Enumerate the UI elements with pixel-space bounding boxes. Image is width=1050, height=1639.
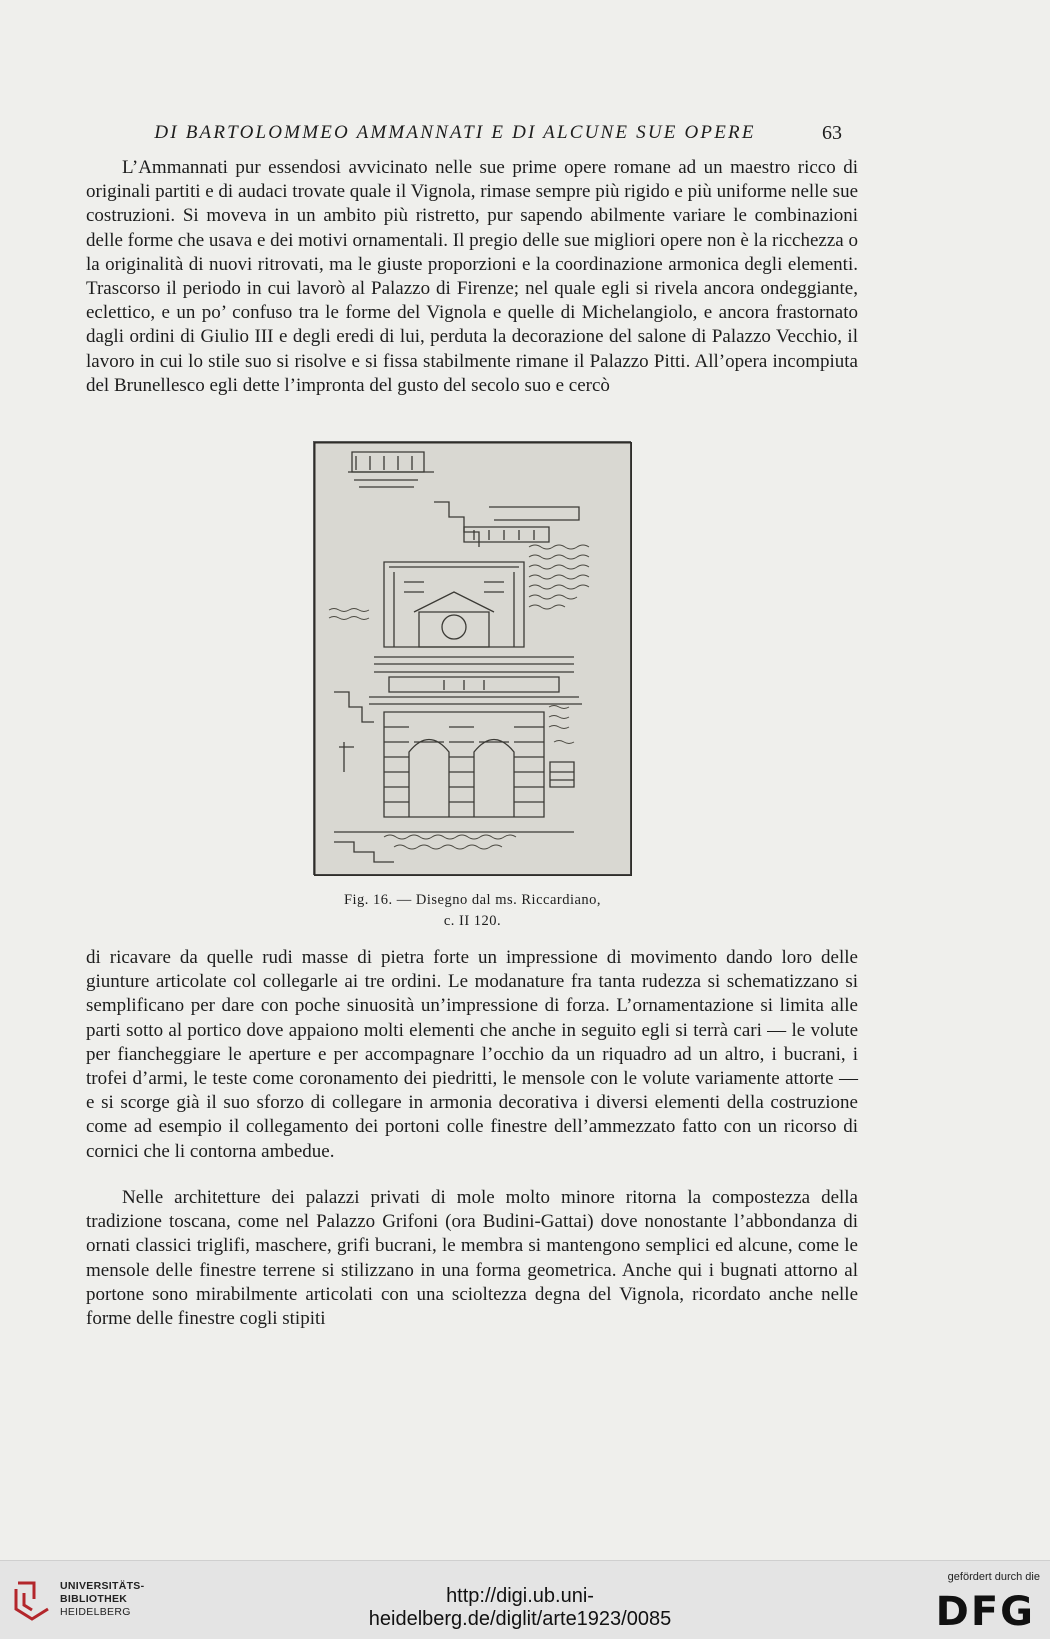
dfg-logo: DFG bbox=[935, 1589, 1035, 1635]
caption-line-1: Fig. 16. — Disegno dal ms. Riccardiano, bbox=[343, 892, 602, 908]
page-number: 63 bbox=[822, 122, 842, 144]
facade-sketch-image bbox=[314, 442, 632, 876]
paragraph-2: di ricavare da quelle rudi masse di pietra forte un impressione di movimento dando loro delle giunture articolate col collegarle ai tre ordini. Le modanature fra tanta rudezza si schematizzano si semplificano per dare con poche sinuosità un’impressione di forza. L’ornamentazione si limita alle parti sotto al portico dove appaiono molti elementi che anche in seguito egli si terrà cari — le volute per fiancheggiare le aperture e per accompagnare l’occhio da un riquadro ad un altro, i bucrani, i trofei d’armi, le teste come coronamento dei piedritti, le mensole con le volute variamente attorte — e si scorge già il suo sforzo di collegare in armonia decorativa i diversi elementi della costruzione come ad esempio il collegamento dei portoni colle finestre dell’ammezzato fatto con un ricorso di cornici che li contorna ambedue. bbox=[86, 947, 858, 1162]
funding-note: gefördert durch die bbox=[947, 1571, 1040, 1583]
paragraph-1: L’Ammannati pur essendosi avvicinato nelle sue prime opere romane ad un maestro ricco di originali partiti e di audaci trovate quale il Vignola, rimase sempre più rigido e più uniforme nelle sue costruzioni. Si moveva in un ambito più ristretto, pur sapendo abilmente variare le combinazioni delle forme che usava e dei motivi ornamentali. Il pregio delle sue migliori opere non è la ricchezza o la originalità di nuovi ritrovati, ma le giuste proporzioni e la coordinazione armonica degli elementi. Trascorso il periodo in cui lavorò al Palazzo di Firenze; nel quale egli si rivela ancora ondeggiante, eclettico, e un po’ confuso tra le forme del Vignola e quelle di Michelangiolo, e ancora frastornato dagli ordini di Giulio III e degli eredi di lui, perduta la decorazione del salone di Palazzo Vecchio, il lavoro in cui lo stile suo si risolve e si fissa stabilmente rimane il Palazzo Pitti. All’opera incompiuta del Brunellesco egli dette l’impronta del gusto del secolo suo e cercò bbox=[86, 157, 859, 396]
library-name-line-3: HEIDELBERG bbox=[60, 1606, 131, 1618]
library-name-line-1: UNIVERSITÄTS- bbox=[60, 1580, 145, 1592]
university-library-logo-icon bbox=[12, 1575, 52, 1625]
architectural-drawing-figure bbox=[313, 441, 631, 875]
paragraph-3: Nelle architetture dei palazzi privati di mole molto minore ritorna la compostezza della tradizione toscana, come nel Palazzo Grifoni (ora Budini-Gattai) dove nonostante l’abbondanza di ornati classici triglifi, maschere, grifi bucrani, le membra si mantengono semplici ed alcune, come le mensole delle finestre terrene si stilizzano in una forma geometrica. Anche qui i bugnati attorno al portone sono mirabilmente articolati con una scioltezza degna del Vignola, ricordato anche nelle forme delle finestre cogli stipiti bbox=[86, 1187, 858, 1330]
library-name-line-2: BIBLIOTHEK bbox=[60, 1593, 128, 1605]
figure-caption bbox=[300, 890, 645, 932]
library-name bbox=[60, 1580, 144, 1619]
digitization-footer bbox=[0, 1560, 1050, 1639]
source-url-link[interactable]: http://digi.ub.uni-heidelberg.de/diglit/arte1923/0085 bbox=[368, 1585, 672, 1630]
caption-line-2: c. II 120. bbox=[443, 913, 502, 929]
running-title: DI BARTOLOMMEO AMMANNATI E DI ALCUNE SUE OPERE bbox=[154, 122, 756, 143]
